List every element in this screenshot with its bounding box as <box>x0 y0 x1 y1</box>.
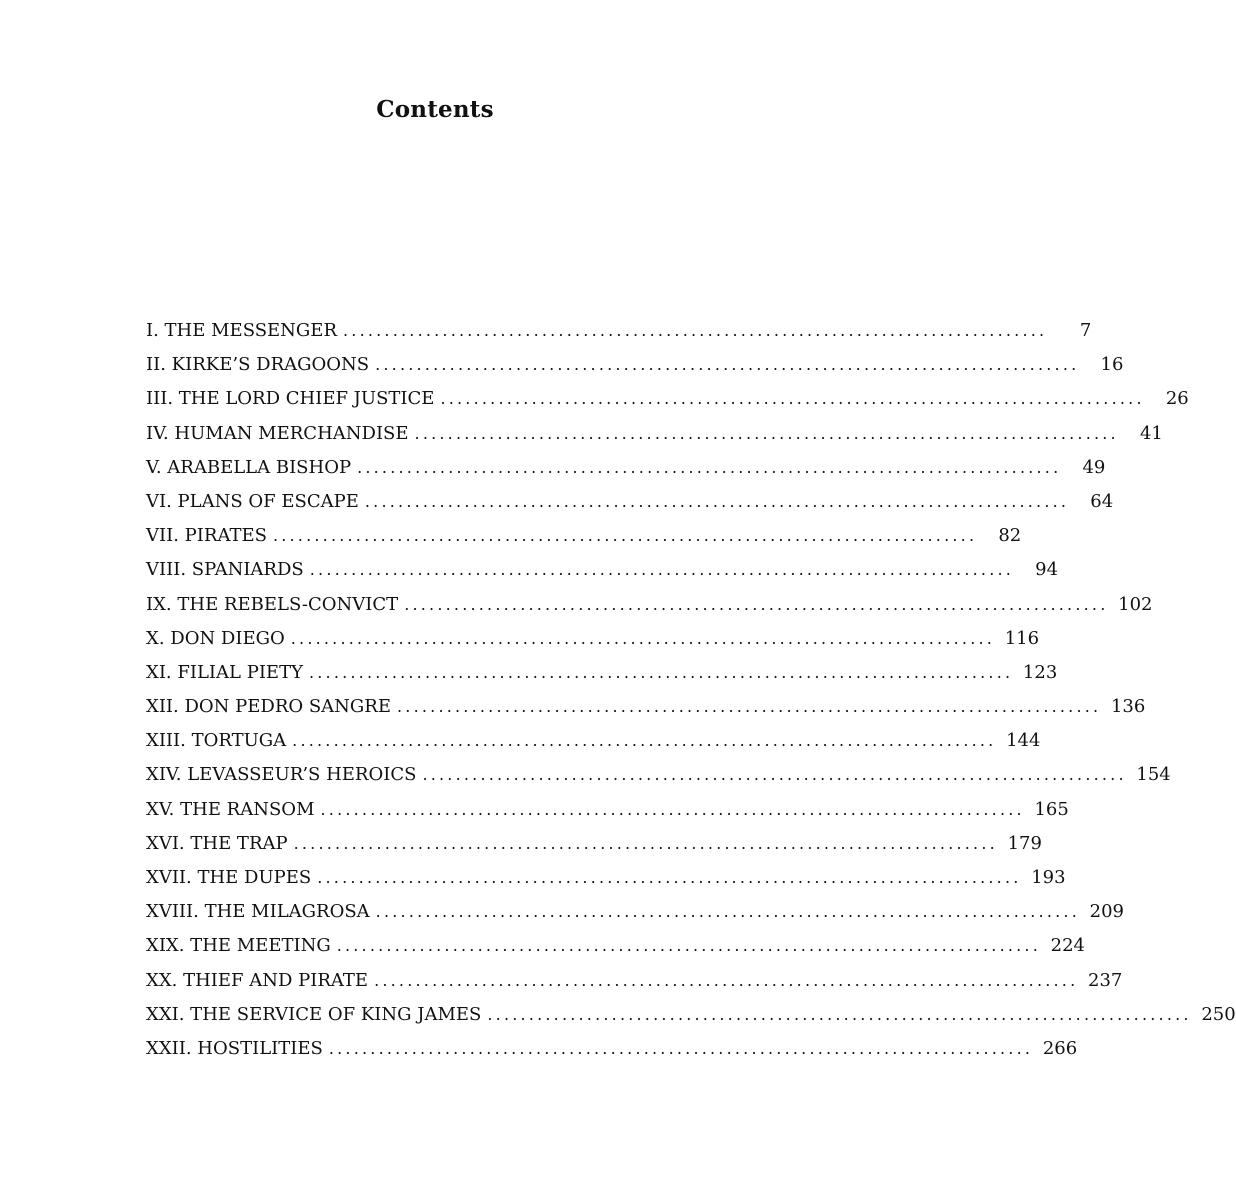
toc-entry[interactable] <box>146 417 1163 451</box>
chapter-title: VIII. SPANIARDS <box>146 559 304 581</box>
chapter-title: XIX. THE MEETING <box>146 935 331 957</box>
dot-leader: ..................................................................................... <box>320 799 1025 819</box>
toc-entry[interactable] <box>146 519 1022 553</box>
toc-entry[interactable] <box>146 929 1086 963</box>
dot-leader: ..................................................................................... <box>404 594 1109 614</box>
page-number: 165 <box>1034 798 1069 820</box>
page-number: 136 <box>1110 696 1146 718</box>
page-number: 16 <box>1100 354 1124 376</box>
dot-leader: ..................................................................................... <box>397 697 1102 717</box>
dot-leader: ..................................................................................... <box>357 457 1062 477</box>
page-number: 64 <box>1090 490 1114 512</box>
toc-entry[interactable] <box>146 451 1106 485</box>
dot-leader: ..................................................................................... <box>364 491 1070 511</box>
dot-leader: ..................................................................................... <box>414 423 1119 443</box>
chapter-title: XIV. LEVASSEUR’S HEROICS <box>146 764 417 786</box>
dot-leader: ..................................................................................... <box>290 628 996 648</box>
chapter-title: I. THE MESSENGER <box>146 320 337 341</box>
chapter-title: XVII. THE DUPES <box>146 867 312 888</box>
page-number: 49 <box>1082 456 1106 478</box>
toc-entry[interactable] <box>146 656 1058 690</box>
chapter-title: XVIII. THE MILAGROSA <box>146 901 370 923</box>
dot-leader: ..................................................................................... <box>308 662 1014 682</box>
page-number: 209 <box>1089 901 1124 923</box>
toc-entry[interactable] <box>146 895 1124 929</box>
page-number: 144 <box>1006 730 1041 752</box>
page-number: 41 <box>1139 422 1163 444</box>
page-number: 116 <box>1004 627 1040 649</box>
page-number: 82 <box>998 525 1022 547</box>
chapter-title: II. KIRKE’S DRAGOONS <box>146 354 370 376</box>
chapter-title: XXII. HOSTILITIES <box>146 1037 323 1059</box>
chapter-title: VI. PLANS OF ESCAPE <box>146 490 359 512</box>
page-number: 179 <box>1007 832 1042 854</box>
toc-entry[interactable] <box>146 998 1236 1032</box>
toc-entry[interactable] <box>146 622 1040 656</box>
toc-entry[interactable] <box>146 485 1114 519</box>
table-of-contents <box>146 314 1236 1066</box>
toc-entry[interactable] <box>146 314 1092 348</box>
dot-leader: ..................................................................................... <box>336 936 1042 956</box>
chapter-title: XX. THIEF AND PIRATE <box>146 969 369 991</box>
dot-leader: ..................................................................................... <box>375 902 1080 922</box>
dot-leader: ..................................................................................... <box>440 389 1145 409</box>
toc-entry[interactable] <box>146 964 1123 998</box>
toc-entry[interactable] <box>146 861 1066 895</box>
toc-entry[interactable] <box>146 588 1153 622</box>
dot-leader: ..................................................................................... <box>422 765 1127 785</box>
chapter-title: XII. DON PEDRO SANGRE <box>146 696 392 718</box>
toc-entry[interactable] <box>146 348 1124 382</box>
chapter-title: IV. HUMAN MERCHANDISE <box>146 422 409 444</box>
toc-entry[interactable] <box>146 382 1189 416</box>
chapter-title: IX. THE REBELS-CONVICT <box>146 593 399 615</box>
dot-leader: ..................................................................................... <box>317 868 1022 887</box>
dot-leader: ..................................................................................... <box>343 321 1048 340</box>
dot-leader: ..................................................................................... <box>272 526 978 546</box>
dot-leader: ..................................................................................... <box>292 731 997 751</box>
dot-leader: ..................................................................................... <box>375 355 1080 375</box>
dot-leader: ..................................................................................... <box>374 970 1079 990</box>
page-number: 154 <box>1136 764 1171 786</box>
toc-entry[interactable] <box>146 793 1069 827</box>
chapter-title: XXI. THE SERVICE OF KING JAMES <box>146 1003 482 1025</box>
chapter-title: XIII. TORTUGA <box>146 730 287 752</box>
chapter-title: III. THE LORD CHIEF JUSTICE <box>146 388 435 410</box>
chapter-title: VII. PIRATES <box>146 525 267 547</box>
chapter-title: XI. FILIAL PIETY <box>146 661 303 683</box>
page-number: 26 <box>1165 388 1189 410</box>
page-number: 94 <box>1035 559 1059 581</box>
chapter-title: V. ARABELLA BISHOP <box>146 456 352 478</box>
toc-entry[interactable] <box>146 690 1146 724</box>
chapter-title: X. DON DIEGO <box>146 627 285 649</box>
page-title: Contents <box>376 96 494 123</box>
page-number: 266 <box>1042 1037 1078 1059</box>
chapter-title: XV. THE RANSOM <box>146 798 315 820</box>
dot-leader: ..................................................................................... <box>309 560 1015 580</box>
page-number: 193 <box>1031 867 1066 888</box>
dot-leader: ..................................................................................... <box>328 1038 1034 1058</box>
toc-entry[interactable] <box>146 758 1171 792</box>
toc-entry[interactable] <box>146 724 1041 758</box>
page-number: 102 <box>1118 593 1153 615</box>
toc-entry[interactable] <box>146 553 1059 587</box>
page-number: 123 <box>1022 661 1058 683</box>
toc-entry[interactable] <box>146 1032 1078 1066</box>
page-number: 237 <box>1088 969 1123 991</box>
dot-leader: ..................................................................................... <box>293 833 998 853</box>
page-number: 250 <box>1201 1003 1236 1025</box>
page-number: 7 <box>1079 320 1092 341</box>
chapter-title: XVI. THE TRAP <box>146 832 288 854</box>
toc-entry[interactable] <box>146 827 1042 861</box>
dot-leader: ..................................................................................... <box>487 1004 1192 1024</box>
page-number: 224 <box>1050 935 1086 957</box>
